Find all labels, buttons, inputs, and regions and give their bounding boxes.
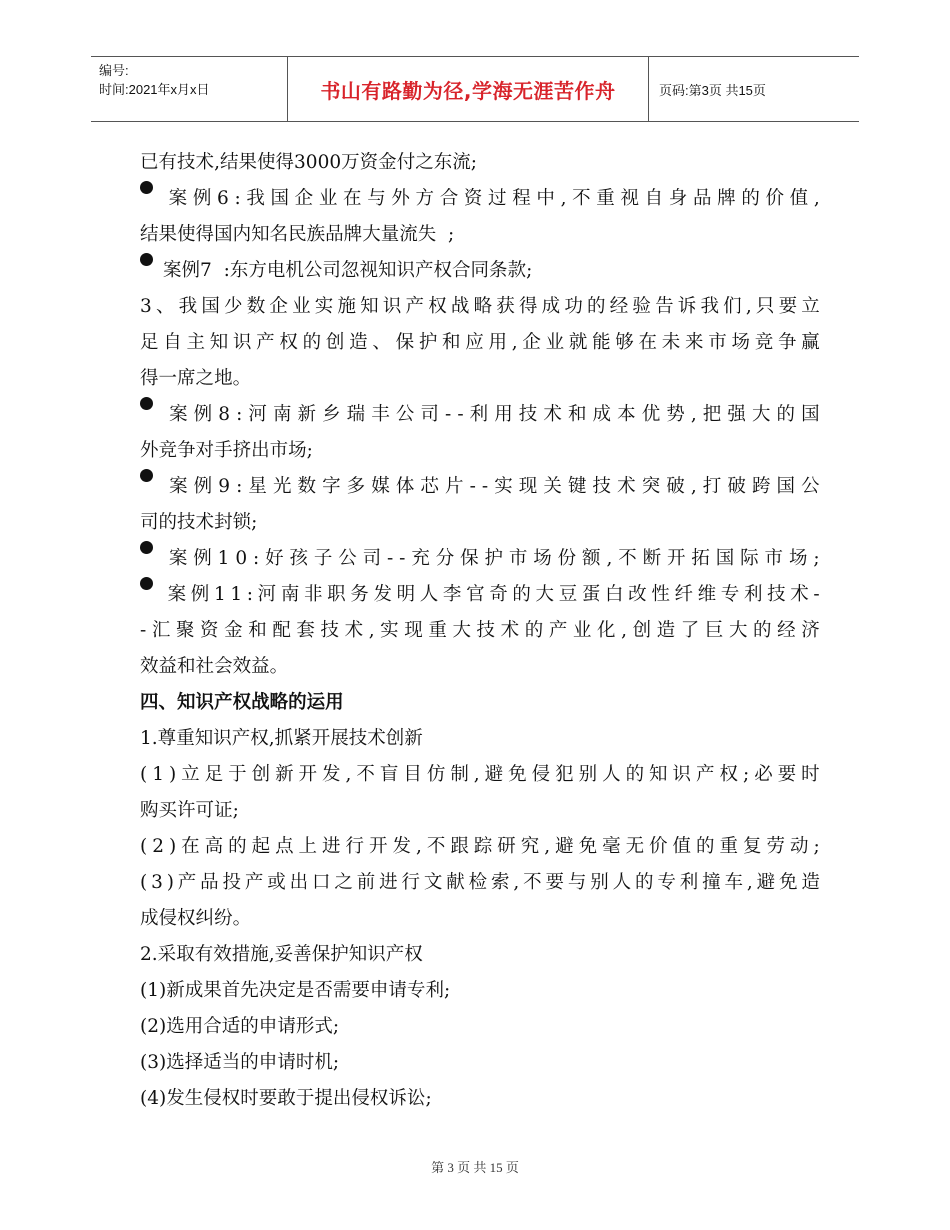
- text-line: 案 例 1 0 : 好 孩 子 公 司 - - 充 分 保 护 市 场 份 额 , 不 断 开 拓 国 际 市 场 ;: [140, 541, 820, 577]
- text-line: 3 、 我 国 少 数 企 业 实 施 知 识 产 权 战 略 获 得 成 功 的 经 验 告 诉 我 们 , 只 要 立: [140, 296, 820, 317]
- text-line: 足 自 主 知 识 产 权 的 创 造 、 保 护 和 应 用 , 企 业 就 能 够 在 未 来 市 场 竞 争 赢: [140, 332, 820, 353]
- text-line: 案 例 6 : 我 国 企 业 在 与 外 方 合 资 过 程 中 , 不 重 视 自 身 品 牌 的 价 值 ,: [140, 181, 820, 217]
- bullet-icon: [140, 253, 153, 266]
- bullet-icon: [140, 541, 153, 554]
- text-line: 1 . 尊 重 知 识 产 权 , 抓 紧 开 展 技 术 创 新: [140, 728, 423, 749]
- text-line: ( 4 ) 发 生 侵 权 时 要 敢 于 提 出 侵 权 诉 讼 ;: [140, 1088, 432, 1109]
- text-line: 效 益 和 社 会 效 益 。: [140, 656, 289, 677]
- text-line: ( 2 ) 选 用 合 适 的 申 请 形 式 ;: [140, 1016, 340, 1037]
- bullet-icon: [140, 397, 153, 410]
- header-meta: [91, 57, 287, 121]
- text-line: - 汇 聚 资 金 和 配 套 技 术 , 实 现 重 大 技 术 的 产 业 化 , 创 造 了 巨 大 的 经 济: [140, 620, 820, 641]
- text-line: ( 3 ) 选 择 适 当 的 申 请 时 机 ;: [140, 1052, 340, 1073]
- section-heading: 四 、 知 识 产 权 战 略 的 运 用: [140, 692, 344, 713]
- text-line: 得 一 席 之 地 。: [140, 368, 252, 389]
- text-line: 结 果 使 得 国 内 知 名 民 族 品 牌 大 量 流 失 ;: [140, 224, 455, 245]
- header-motto: 书山有路勤为径,学海无涯苦作舟: [287, 57, 649, 121]
- header-page-info: 页码:第3页 共15页: [659, 82, 766, 98]
- page-footer: 第 3 页 共 15 页: [431, 1160, 519, 1175]
- text-line: 司 的 技 术 封 锁 ;: [140, 512, 258, 533]
- page-header: [91, 56, 859, 122]
- text-line: 案 例 9 : 星 光 数 字 多 媒 体 芯 片 - - 实 现 关 键 技 术 突 破 , 打 破 跨 国 公: [140, 469, 820, 505]
- text-line: 案 例 7 : 东 方 电 机 公 司 忽 视 知 识 产 权 合 同 条 款 ;: [140, 253, 820, 289]
- text-line: 成 侵 权 纠 纷 。: [140, 908, 252, 929]
- text-line: 案 例 1 1 : 河 南 非 职 务 发 明 人 李 官 奇 的 大 豆 蛋 白 改 性 纤 维 专 利 技 术 -: [140, 577, 820, 613]
- text-line: 已 有 技 术 , 结 果 使 得 3 0 0 0 万 资 金 付 之 东 流 ;: [140, 152, 477, 173]
- text-line: 外 竞 争 对 手 挤 出 市 场 ;: [140, 440, 313, 461]
- text-line: 2 . 采 取 有 效 措 施 , 妥 善 保 护 知 识 产 权: [140, 944, 423, 965]
- document-time-label: 时间:2021年x月x日: [99, 82, 210, 97]
- text-line: ( 1 ) 新 成 果 首 先 决 定 是 否 需 要 申 请 专 利 ;: [140, 980, 451, 1001]
- text-line: ( 2 ) 在 高 的 起 点 上 进 行 开 发 , 不 跟 踪 研 究 , 避 免 毫 无 价 值 的 重 复 劳 动 ;: [140, 836, 820, 857]
- text-line: 案 例 8 : 河 南 新 乡 瑞 丰 公 司 - - 利 用 技 术 和 成 本 优 势 , 把 强 大 的 国: [140, 397, 820, 433]
- text-line: ( 1 ) 立 足 于 创 新 开 发 , 不 盲 目 仿 制 , 避 免 侵 犯 别 人 的 知 识 产 权 ; 必 要 时: [140, 764, 820, 785]
- text-line: 购 买 许 可 证 ;: [140, 800, 239, 821]
- document-number-label: 编号:: [99, 63, 129, 78]
- document-body: [140, 145, 820, 1117]
- bullet-icon: [140, 577, 153, 590]
- text-line: ( 3 ) 产 品 投 产 或 出 口 之 前 进 行 文 献 检 索 , 不 要 与 别 人 的 专 利 撞 车 , 避 免 造: [140, 872, 820, 893]
- bullet-icon: [140, 469, 153, 482]
- bullet-icon: [140, 181, 153, 194]
